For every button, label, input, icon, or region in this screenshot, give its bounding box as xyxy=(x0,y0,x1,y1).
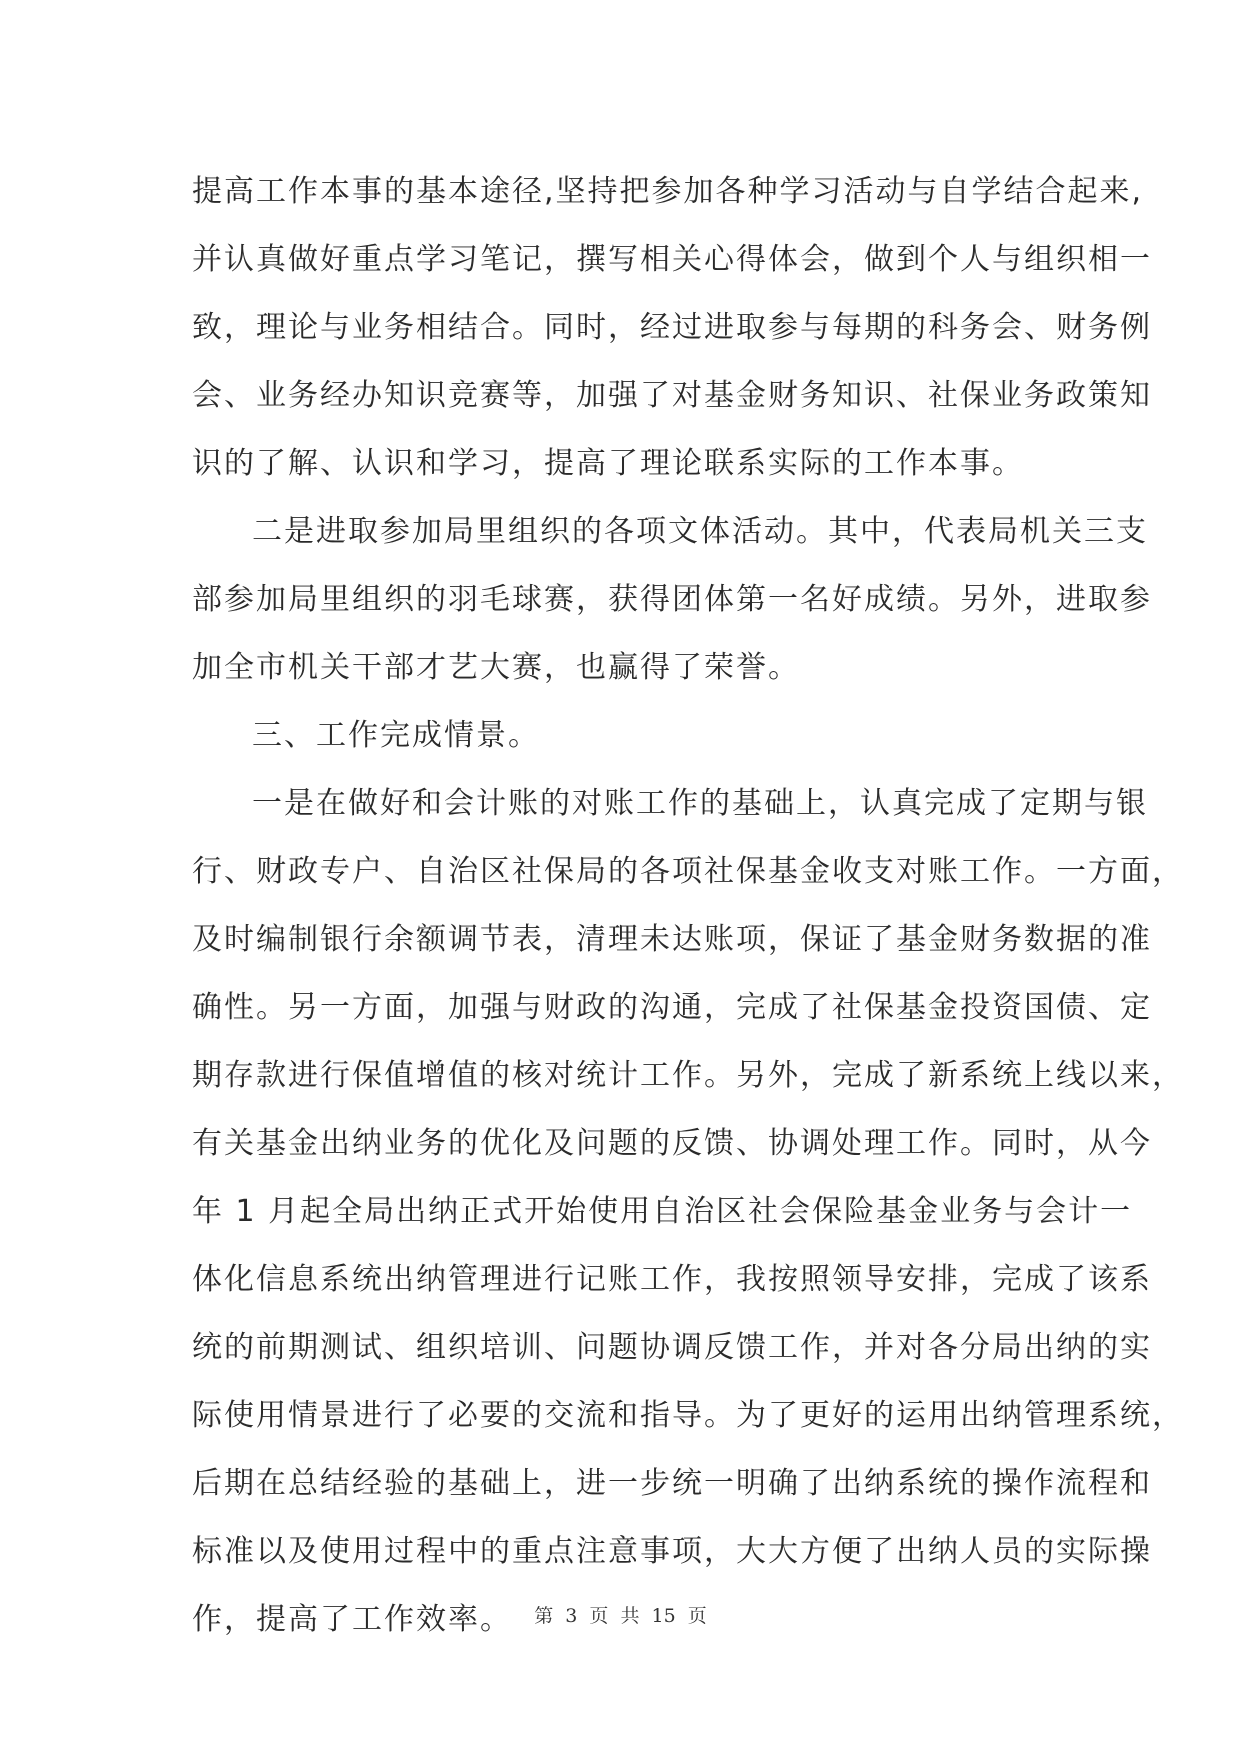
text-line-7: 部参加局里组织的羽毛球赛，获得团体第一名好成绩。另外，进取参 xyxy=(192,582,1152,617)
text-line-6: 二是进取参加局里组织的各项文体活动。其中，代表局机关三支 xyxy=(252,514,1148,549)
text-line-16: 年 1 月起全局出纳正式开始使用自治区社会保险基金业务与会计一 xyxy=(192,1194,1133,1229)
text-line-17: 体化信息系统出纳管理进行记账工作，我按照领导安排，完成了该系 xyxy=(192,1262,1152,1297)
text-line-3: 致，理论与业务相结合。同时，经过进取参与每期的科务会、财务例 xyxy=(192,310,1152,345)
text-line-13: 确性。另一方面，加强与财政的沟通，完成了社保基金投资国债、定 xyxy=(192,990,1152,1025)
text-line-1: 提高工作本事的基本途径,坚持把参加各种学习活动与自学结合起来, xyxy=(192,174,1144,209)
page-number-footer: 第 3 页 共 15 页 xyxy=(534,1605,707,1627)
text-line-14: 期存款进行保值增值的核对统计工作。另外，完成了新系统上线以来， xyxy=(192,1058,1184,1093)
text-line-4: 会、业务经办知识竞赛等，加强了对基金财务知识、社保业务政策知 xyxy=(192,378,1152,413)
text-line-12: 及时编制银行余额调节表，清理未达账项，保证了基金财务数据的准 xyxy=(192,922,1152,957)
text-line-2: 并认真做好重点学习笔记，撰写相关心得体会，做到个人与组织相一 xyxy=(192,242,1152,277)
text-line-20: 后期在总结经验的基础上，进一步统一明确了出纳系统的操作流程和 xyxy=(192,1466,1152,1501)
section-heading: 三、工作完成情景。 xyxy=(252,718,540,753)
text-line-10: 一是在做好和会计账的对账工作的基础上，认真完成了定期与银 xyxy=(252,786,1148,821)
text-line-22: 作，提高了工作效率。 xyxy=(192,1602,512,1637)
document-body xyxy=(192,158,1184,1654)
text-line-11: 行、财政专户、自治区社保局的各项社保基金收支对账工作。一方面， xyxy=(192,854,1184,889)
text-line-8: 加全市机关干部才艺大赛，也赢得了荣誉。 xyxy=(192,650,800,685)
text-line-19: 际使用情景进行了必要的交流和指导。为了更好的运用出纳管理系统， xyxy=(192,1398,1184,1433)
text-line-18: 统的前期测试、组织培训、问题协调反馈工作，并对各分局出纳的实 xyxy=(192,1330,1152,1365)
text-line-5: 识的了解、认识和学习，提高了理论联系实际的工作本事。 xyxy=(192,446,1024,481)
text-line-15: 有关基金出纳业务的优化及问题的反馈、协调处理工作。同时，从今 xyxy=(192,1126,1152,1161)
text-line-21: 标准以及使用过程中的重点注意事项，大大方便了出纳人员的实际操 xyxy=(192,1534,1152,1569)
